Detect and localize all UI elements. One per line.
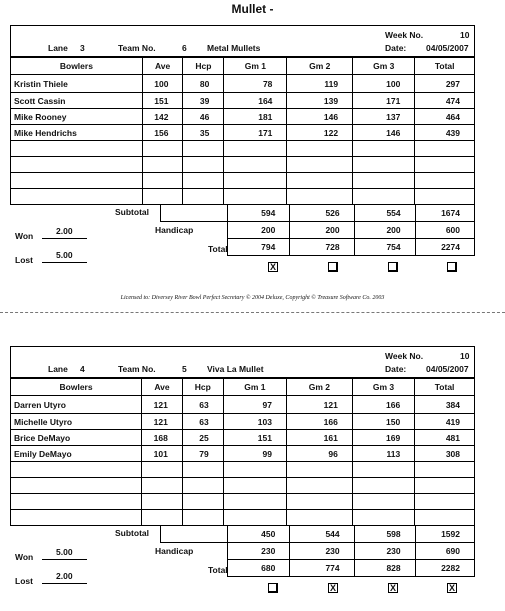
bowler-gm2: 146 — [287, 109, 353, 125]
bowler-gm1 — [224, 157, 287, 173]
bowler-name — [11, 510, 142, 526]
summary-total-total: 2282 — [415, 560, 474, 577]
date-value: 04/05/2007 — [426, 43, 469, 53]
bowler-gm3: 100 — [353, 75, 415, 93]
won-underline — [42, 238, 87, 239]
bowler-gm3: 166 — [352, 396, 414, 414]
summary-row-subtotal — [161, 205, 475, 222]
bowler-ave: 156 — [142, 125, 183, 141]
bowlers-table — [10, 57, 475, 205]
col-header-total: Total — [415, 379, 475, 396]
table-row — [11, 189, 475, 205]
table-row — [11, 430, 475, 446]
table-row — [11, 109, 475, 125]
summary-total-gm3: 754 — [354, 239, 415, 256]
win-checkbox[interactable] — [447, 262, 457, 272]
bowler-gm1: 99 — [223, 446, 286, 462]
bowler-name — [11, 494, 142, 510]
lost-underline — [42, 262, 87, 263]
bowler-gm1 — [223, 494, 286, 510]
summary-total-gm2: 728 — [290, 239, 354, 256]
bowler-total: 384 — [415, 396, 475, 414]
bowler-gm2: 139 — [287, 93, 353, 109]
handicap-label: Handicap — [155, 225, 194, 235]
col-header-hcp: Hcp — [183, 58, 224, 75]
team-name: Metal Mullets — [207, 43, 261, 53]
bowler-gm2: 122 — [287, 125, 353, 141]
bowler-name — [11, 173, 143, 189]
table-row — [11, 396, 475, 414]
lane-label: Lane — [48, 364, 68, 374]
bowler-gm2 — [287, 173, 353, 189]
bowler-gm3 — [352, 494, 414, 510]
table-header-row — [11, 58, 475, 75]
bowler-hcp: 80 — [183, 75, 224, 93]
bowler-name: Scott Cassin — [11, 93, 143, 109]
subtotal-label: Subtotal — [115, 528, 149, 538]
bowler-gm1 — [223, 510, 286, 526]
bowler-gm1 — [224, 189, 287, 205]
summary-subtotal-total: 1592 — [415, 526, 474, 543]
bowler-total — [415, 462, 475, 478]
bowler-hcp — [183, 157, 224, 173]
summary-handicap-total: 690 — [415, 543, 474, 560]
win-checkbox[interactable]: X — [389, 583, 396, 593]
bowler-gm1: 103 — [223, 414, 286, 430]
col-header-ave: Ave — [142, 379, 183, 396]
bowlers-table — [10, 378, 475, 526]
col-header-total: Total — [415, 58, 475, 75]
bowler-gm1: 78 — [224, 75, 287, 93]
col-header-ave: Ave — [142, 58, 183, 75]
bowler-gm3: 169 — [352, 430, 414, 446]
summary-handicap-total: 600 — [415, 222, 474, 239]
bowler-gm3 — [352, 510, 414, 526]
col-header-bowlers: Bowlers — [11, 58, 143, 75]
table-row — [11, 446, 475, 462]
summary-row-handicap — [161, 543, 475, 560]
summary-subtotal-gm2: 526 — [290, 205, 354, 222]
bowler-ave: 121 — [142, 414, 183, 430]
table-row — [11, 125, 475, 141]
bowler-hcp: 25 — [182, 430, 223, 446]
bowler-total: 474 — [415, 93, 475, 109]
bowler-total — [415, 510, 475, 526]
col-header-gm3: Gm 3 — [352, 379, 414, 396]
summary-total-total: 2274 — [415, 239, 474, 256]
handicap-label: Handicap — [155, 546, 194, 556]
win-checkbox[interactable] — [328, 262, 338, 272]
lost-value: 5.00 — [56, 250, 73, 260]
bowler-total — [415, 478, 475, 494]
lost-label: Lost — [15, 576, 33, 586]
lane-value: 3 — [80, 43, 85, 53]
bowler-gm2: 166 — [286, 414, 352, 430]
col-header-gm2: Gm 2 — [286, 379, 352, 396]
win-checkbox[interactable]: X — [329, 583, 336, 593]
date-label: Date: — [385, 43, 407, 53]
win-checkbox[interactable] — [388, 262, 398, 272]
bowler-gm2 — [286, 494, 352, 510]
col-header-hcp: Hcp — [182, 379, 223, 396]
table-row — [11, 141, 475, 157]
bowler-total — [415, 173, 475, 189]
win-checkbox[interactable]: X — [448, 583, 455, 593]
bowler-total: 419 — [415, 414, 475, 430]
bowler-gm3: 137 — [353, 109, 415, 125]
table-row — [11, 462, 475, 478]
bowler-total — [415, 494, 475, 510]
subtotal-label: Subtotal — [115, 207, 149, 217]
bowler-gm2: 121 — [286, 396, 352, 414]
team-label: Team No. — [118, 364, 156, 374]
summary-total-gm1: 794 — [228, 239, 290, 256]
table-row — [11, 173, 475, 189]
won-label: Won — [15, 552, 34, 562]
bowler-gm3: 146 — [353, 125, 415, 141]
bowler-hcp: 46 — [183, 109, 224, 125]
bowler-ave — [142, 189, 183, 205]
bowler-gm3: 150 — [352, 414, 414, 430]
bowler-name: Brice DeMayo — [11, 430, 142, 446]
bowler-name — [11, 189, 143, 205]
bowler-gm1 — [224, 173, 287, 189]
bowler-ave: 121 — [142, 396, 183, 414]
lane-value: 4 — [80, 364, 85, 374]
table-row — [11, 494, 475, 510]
summary-total-gm2: 774 — [290, 560, 354, 577]
bowler-name — [11, 141, 143, 157]
bowler-gm2: 161 — [286, 430, 352, 446]
bowler-gm1 — [223, 462, 286, 478]
bowler-ave: 100 — [142, 75, 183, 93]
tear-line — [0, 312, 505, 313]
bowler-ave — [142, 478, 183, 494]
summary-total-gm3: 828 — [354, 560, 415, 577]
col-header-gm3: Gm 3 — [353, 58, 415, 75]
bowler-name — [11, 157, 143, 173]
col-header-bowlers: Bowlers — [11, 379, 142, 396]
date-value: 04/05/2007 — [426, 364, 469, 374]
week-label: Week No. — [385, 30, 424, 40]
total-label: Total — [208, 244, 228, 254]
bowler-hcp — [182, 462, 223, 478]
score-sheet-1 — [10, 25, 475, 287]
table-row — [11, 414, 475, 430]
win-checkbox[interactable]: X — [269, 262, 276, 272]
bowler-gm3 — [353, 173, 415, 189]
bowler-ave — [142, 494, 183, 510]
bowler-ave — [142, 141, 183, 157]
summary-subtotal-gm3: 554 — [354, 205, 415, 222]
bowler-gm1: 97 — [223, 396, 286, 414]
bowler-hcp: 39 — [183, 93, 224, 109]
lost-value: 2.00 — [56, 571, 73, 581]
bowler-ave: 168 — [142, 430, 183, 446]
win-checkbox[interactable] — [268, 583, 278, 593]
bowler-gm3 — [352, 478, 414, 494]
team-name: Viva La Mullet — [207, 364, 264, 374]
won-value: 2.00 — [56, 226, 73, 236]
table-row — [11, 75, 475, 93]
bowler-gm3 — [353, 157, 415, 173]
summary-handicap-gm1: 200 — [228, 222, 290, 239]
bowler-ave — [142, 510, 183, 526]
bowler-total: 308 — [415, 446, 475, 462]
bowler-ave — [142, 173, 183, 189]
bowler-name: Emily DeMayo — [11, 446, 142, 462]
bowler-name — [11, 462, 142, 478]
bowler-gm1: 164 — [224, 93, 287, 109]
summary-blank — [161, 526, 228, 543]
bowler-ave: 151 — [142, 93, 183, 109]
table-header-row — [11, 379, 475, 396]
bowler-hcp — [182, 478, 223, 494]
license-text: Licensed to: Diversey River Bowl Perfect Secretary © 2004 Deluxe, Copyright © Treasure Software Co. 2003 — [120, 295, 385, 301]
bowler-gm2 — [286, 462, 352, 478]
bowler-gm3 — [353, 189, 415, 205]
bowler-gm2 — [286, 478, 352, 494]
summary-subtotal-gm1: 450 — [228, 526, 290, 543]
bowler-hcp — [182, 494, 223, 510]
team-value: 5 — [182, 364, 187, 374]
bowler-gm2: 119 — [287, 75, 353, 93]
bowler-total — [415, 141, 475, 157]
bowler-total: 464 — [415, 109, 475, 125]
bowler-hcp: 63 — [182, 396, 223, 414]
bowler-hcp — [183, 173, 224, 189]
week-value: 10 — [460, 30, 470, 40]
bowler-gm2 — [286, 510, 352, 526]
bowler-gm1: 181 — [224, 109, 287, 125]
bowler-hcp: 79 — [182, 446, 223, 462]
won-label: Won — [15, 231, 34, 241]
summary-handicap-gm2: 230 — [290, 543, 354, 560]
date-label: Date: — [385, 364, 407, 374]
summary-subtotal-gm3: 598 — [354, 526, 415, 543]
bowler-gm1 — [224, 141, 287, 157]
bowler-gm1 — [223, 478, 286, 494]
bowler-total — [415, 189, 475, 205]
bowler-name: Mike Hendrichs — [11, 125, 143, 141]
summary-row-handicap — [161, 222, 475, 239]
bowler-gm3 — [352, 462, 414, 478]
bowler-name: Darren Utyro — [11, 396, 142, 414]
bowler-gm1: 171 — [224, 125, 287, 141]
bowler-hcp: 63 — [182, 414, 223, 430]
bowler-ave — [142, 157, 183, 173]
team-value: 6 — [182, 43, 187, 53]
bowler-ave: 142 — [142, 109, 183, 125]
bowler-name: Michelle Utyro — [11, 414, 142, 430]
bowler-name: Kristin Thiele — [11, 75, 143, 93]
bowler-gm3: 113 — [352, 446, 414, 462]
summary-row-subtotal — [161, 526, 475, 543]
summary-handicap-gm3: 230 — [354, 543, 415, 560]
summary-blank — [161, 205, 228, 222]
score-sheet-2 — [10, 346, 475, 608]
bowler-hcp — [182, 510, 223, 526]
bowler-gm2 — [287, 141, 353, 157]
col-header-gm1: Gm 1 — [224, 58, 287, 75]
week-value: 10 — [460, 351, 470, 361]
bowler-ave — [142, 462, 183, 478]
bowler-total: 439 — [415, 125, 475, 141]
summary-subtotal-gm2: 544 — [290, 526, 354, 543]
bowler-total: 297 — [415, 75, 475, 93]
summary-subtotal-gm1: 594 — [228, 205, 290, 222]
bowler-total — [415, 157, 475, 173]
week-label: Week No. — [385, 351, 424, 361]
bowler-gm1: 151 — [223, 430, 286, 446]
bowler-name: Mike Rooney — [11, 109, 143, 125]
col-header-gm1: Gm 1 — [223, 379, 286, 396]
lane-label: Lane — [48, 43, 68, 53]
summary-total-gm1: 680 — [228, 560, 290, 577]
lost-underline — [42, 583, 87, 584]
bowler-hcp — [183, 141, 224, 157]
summary-handicap-gm2: 200 — [290, 222, 354, 239]
bowler-gm2: 96 — [286, 446, 352, 462]
bowler-gm3: 171 — [353, 93, 415, 109]
won-underline — [42, 559, 87, 560]
won-value: 5.00 — [56, 547, 73, 557]
team-label: Team No. — [118, 43, 156, 53]
total-label: Total — [208, 565, 228, 575]
table-row — [11, 478, 475, 494]
bowler-hcp: 35 — [183, 125, 224, 141]
table-row — [11, 157, 475, 173]
summary-handicap-gm1: 230 — [228, 543, 290, 560]
bowler-hcp — [183, 189, 224, 205]
lost-label: Lost — [15, 255, 33, 265]
col-header-gm2: Gm 2 — [287, 58, 353, 75]
table-row — [11, 93, 475, 109]
bowler-name — [11, 478, 142, 494]
summary-handicap-gm3: 200 — [354, 222, 415, 239]
bowler-gm3 — [353, 141, 415, 157]
bowler-gm2 — [287, 157, 353, 173]
bowler-gm2 — [287, 189, 353, 205]
table-row — [11, 510, 475, 526]
summary-subtotal-total: 1674 — [415, 205, 474, 222]
bowler-total: 481 — [415, 430, 475, 446]
page-title: Mullet - — [231, 2, 274, 16]
bowler-ave: 101 — [142, 446, 183, 462]
